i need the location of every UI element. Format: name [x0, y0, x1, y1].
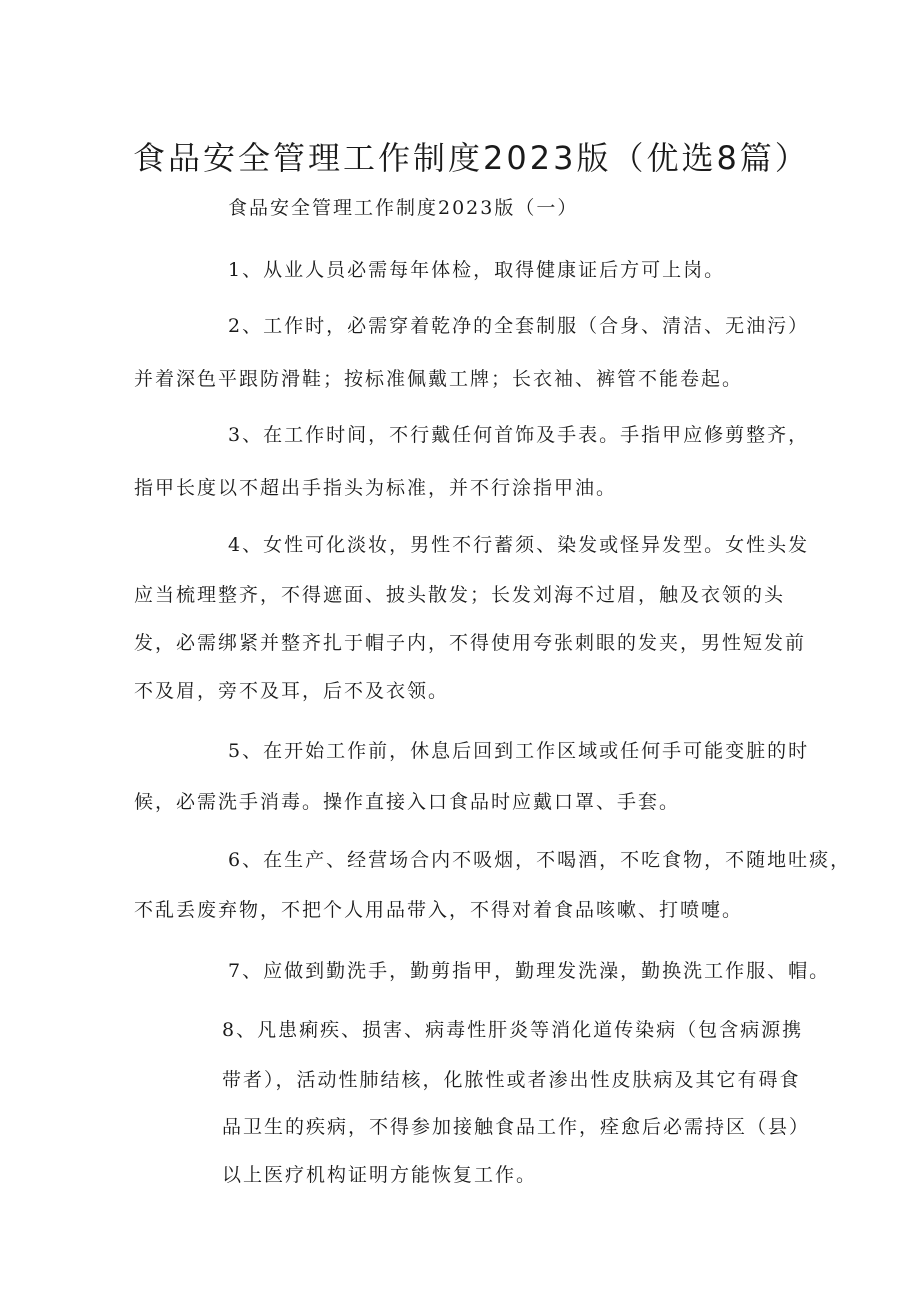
paragraph-4-line-2: 应当梳理整齐，不得遮面、披头散发；长发刘海不过眉，触及衣领的头 [134, 584, 786, 606]
paragraph-3-line-1: 3、在工作时间，不行戴任何首饰及手表。手指甲应修剪整齐， [228, 424, 810, 446]
paragraph-4-line-3: 发，必需绑紧并整齐扎于帽子内，不得使用夸张刺眼的发夹，男性短发前 [134, 632, 807, 654]
paragraph-8-line-2: 带者），活动性肺结核，化脓性或者渗出性皮肤病及其它有碍食 [222, 1069, 801, 1091]
paragraph-7-line-1: 7、应做到勤洗手，勤剪指甲，勤理发洗澡，勤换洗工作服、帽。 [228, 960, 831, 982]
paragraph-4-line-1: 4、女性可化淡妆，男性不行蓄须、染发或怪异发型。女性头发 [228, 534, 810, 556]
paragraph-6-line-1: 6、在生产、经营场合内不吸烟，不喝酒，不吃食物，不随地吐痰， [228, 849, 852, 871]
paragraph-5-line-1: 5、在开始工作前，休息后回到工作区域或任何手可能变脏的时 [228, 740, 810, 762]
paragraph-6-line-2: 不乱丢废弃物，不把个人用品带入，不得对着食品咳嗽、打喷嚏。 [134, 899, 744, 921]
paragraph-2-line-2: 并着深色平跟防滑鞋；按标准佩戴工牌；长衣袖、裤管不能卷起。 [134, 368, 744, 390]
section-subtitle: 食品安全管理工作制度2023版（一） [228, 197, 579, 219]
paragraph-8-line-1: 8、凡患痢疾、损害、病毒性肝炎等消化道传染病（包含病源携 [222, 1019, 804, 1041]
paragraph-5-line-2: 候，必需洗手消毒。操作直接入口食品时应戴口罩、手套。 [134, 791, 681, 813]
paragraph-4-line-4: 不及眉，旁不及耳，后不及衣领。 [134, 680, 450, 702]
paragraph-3-line-2: 指甲长度以不超出手指头为标准，并不行涂指甲油。 [134, 477, 618, 499]
paragraph-8-line-4: 以上医疗机构证明方能恢复工作。 [222, 1164, 538, 1186]
document-title: 食品安全管理工作制度2023版（优选8篇） [133, 139, 810, 178]
paragraph-1-line-1: 1、从业人员必需每年体检，取得健康证后方可上岗。 [228, 259, 726, 281]
paragraph-2-line-1: 2、工作时，必需穿着乾净的全套制服（合身、清洁、无油污） [228, 315, 810, 337]
paragraph-8-line-3: 品卫生的疾病，不得参加接触食品工作，痊愈后必需持区（县） [222, 1116, 811, 1138]
